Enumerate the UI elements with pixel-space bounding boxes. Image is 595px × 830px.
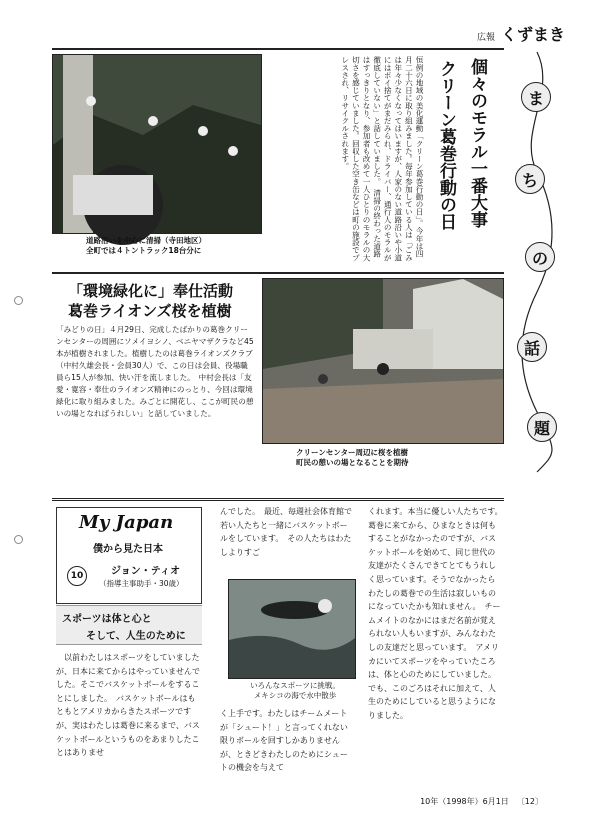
- cleanup-headline-1: 個々のモラル一番大事: [467, 58, 487, 228]
- caption-line: メキシコの海で水中散歩: [253, 691, 337, 700]
- diving-caption: [240, 681, 350, 701]
- page-number: 〔12〕: [516, 797, 543, 806]
- my-japan-column: [52, 498, 507, 791]
- cleanup-body: 恒例の地域の美化運動「クリーン葛巻行動の日」。今年は四月二十六日に取り組みました。毎年参加している人は「ごみは年々少なくなってはいますが、人家のない道路沿いや小道にはポイ捨てがまだみられ、ドライバー、通行人のモラルが徹底していない」と話していました。 清掃の終わった道路はすっきりとなり、参加者も改めて一人ひとりのモラルの大切さを感じていました。回収した空き缶などは町の施設でプレスされ、リサイクルされます。: [340, 56, 424, 262]
- column-text-3: くれます。本当に優しい人たちです。 葛巻に来てから、ひまなときは何もすることがなかったのですが、バスケットボールを始めて、同じ世代の友達がたくさんできてとてもうれしく思っています。そうでなかったらわたしの葛巻での生活は寂しいものになっていたかも知れません。 チームメイトのなかにはまだ名前が覚えられない人もいますが、みんなわたしの友達だと思っています。 アメリカにいてスポーツをやっていたころは、体と心のためにしていました。でも、このごろはそれに加えて、人生のためにしていると思うようになりました。: [368, 507, 507, 720]
- caption-line: クリーンセンター周辺に桜を植樹: [296, 448, 409, 457]
- page-footer: [420, 796, 543, 807]
- column-heading-2: そして、人生のために: [86, 631, 186, 642]
- masthead-prefix: 広報: [476, 33, 495, 43]
- column-text-2b: く上手です。わたしはチームメートが「シュート！」と言ってくれない限りボールを回すしかありませんが、ときどきわたしのためにシュートの機会を与えて: [220, 709, 348, 773]
- column-text-1: 以前わたしはスポーツをしていましたが、日本に来てからはやっていませんでした。そこでバスケットボールをすることにしました。 バスケットボールはもともとアメリカからきたスポーツですが、実はわたしは葛巻に来るまで、バスケットボールというものをあまりしたことはありませ: [56, 653, 200, 758]
- column-heading-box: [56, 605, 202, 645]
- column-heading-1: スポーツは体と心と: [62, 614, 152, 625]
- cleanup-photo: [52, 54, 262, 234]
- masthead-name: くずまき: [500, 25, 565, 44]
- column-author: ジョン・ティオ: [111, 566, 180, 577]
- lions-caption: [296, 448, 409, 468]
- caption-line: いろんなスポーツに挑戦。: [250, 681, 340, 690]
- punch-hole: [14, 535, 23, 544]
- column-header-box: [56, 507, 202, 604]
- lions-headline-2: 葛巻ライオンズ桜を植樹: [68, 302, 232, 320]
- cleanup-caption: [86, 236, 206, 256]
- column-title: My Japan: [79, 512, 174, 533]
- series-char: 題: [527, 412, 557, 442]
- lions-body: 「みどりの日」４月29日、完成したばかりの葛巻クリーンセンターの周囲にソメイヨシノ、ベニヤマザクラなど45本が植樹されました。植樹したのは葛巻ライオンズクラブ（中村久雄会長・会員30人）で、この日は会員、役場職員ら15人が参加、快い汗を流しました。 中村会長は「友愛・寛容・奉仕のライオンズ精神にのっとり、今回は環境緑化に取り組みました。みごとに開花し、ここが町民の憩いの場となればうれしい」と話していました。: [56, 325, 254, 418]
- story-lions: [52, 272, 504, 482]
- lions-photo: [262, 278, 504, 444]
- lions-headline-1: 「環境緑化に」奉仕活動: [68, 282, 234, 300]
- story-cleanup: [52, 48, 504, 268]
- series-char: 話: [517, 332, 547, 362]
- column-text-2a: んでした。 最近、毎週社会体育館で若い人たちと一緒にバスケットボールをしています。 その人たちはわたしよりすご: [220, 507, 352, 557]
- column-number: 10: [67, 566, 87, 586]
- series-char: の: [525, 242, 555, 272]
- diving-photo-image: [229, 580, 355, 678]
- series-char: ま: [521, 82, 551, 112]
- lions-photo-image: [263, 279, 503, 443]
- cleanup-headline-2: クリーン葛巻行動の日: [436, 60, 456, 230]
- caption-line: 全町では４トントラック18台分に: [86, 246, 202, 255]
- series-title: [507, 52, 567, 472]
- caption-line: 町民の憩いの場となることを期待: [296, 458, 409, 467]
- issue-date: 10年（1998年）6月1日: [420, 797, 509, 806]
- column-subtitle: 僕から見た日本: [93, 544, 163, 555]
- series-char: ち: [515, 164, 545, 194]
- punch-hole: [14, 296, 23, 305]
- diving-photo: [228, 579, 356, 679]
- column-author-role: （指導主事助手・30歳）: [99, 579, 184, 588]
- caption-line: 道路沿いを中心に清掃（寺田地区）: [86, 236, 206, 245]
- cleanup-photo-image: [53, 55, 261, 233]
- masthead: [477, 22, 565, 45]
